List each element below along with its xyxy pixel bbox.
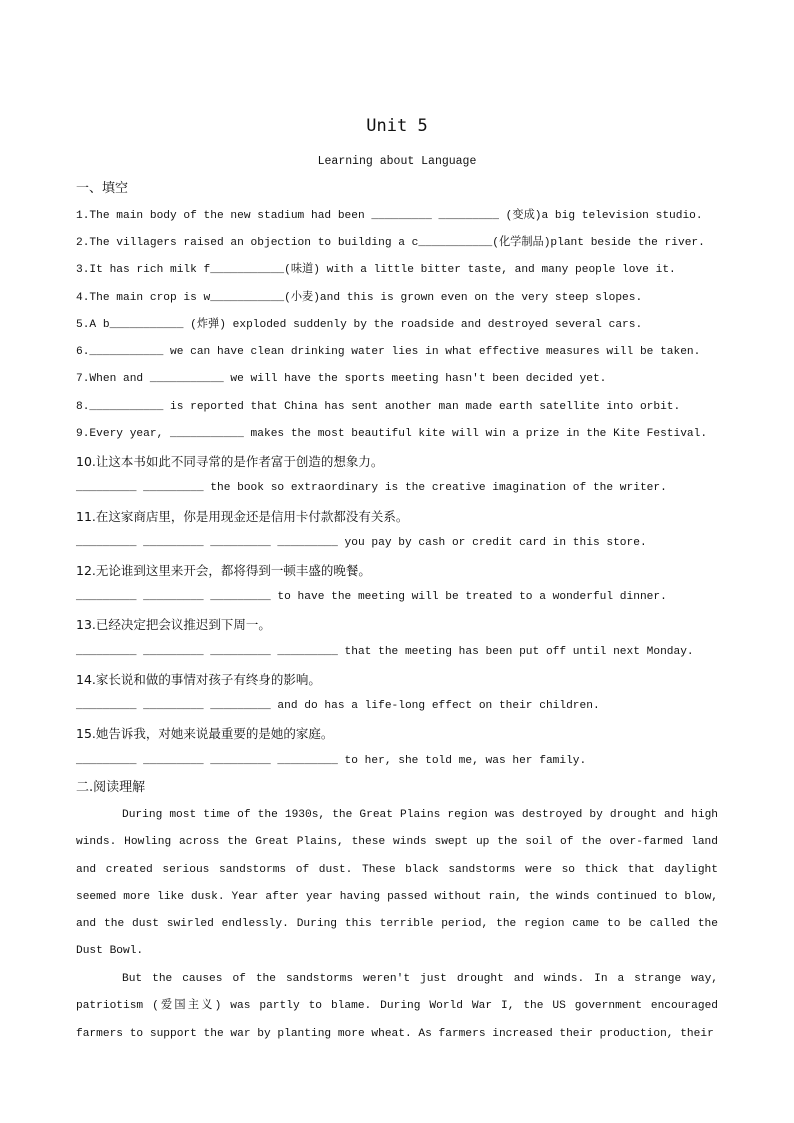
paragraph-text: During most time of the 1930s, the Great Plains region was destroyed by drought and high winds. Howling across the Great Plains, these winds swept up the soil of the over-farmed land and created serious sandstorms of dust. These black sandstorms were so thick that daylight seemed more like dusk. Year after year having passed without rain, the winds continued to blow, and the dust swirled endlessly. During this terrible period, the region came to be called the Dust Bowl.: [76, 809, 718, 958]
translation-prompt: 11.在这家商店里，你是用现金还是信用卡付款都没有关系。: [76, 509, 409, 524]
exercise-item: 1.The main body of the new stadium had been _________ _________ (变成)a big television studio.: [76, 210, 703, 222]
translation-answer: _________ _________ _________ _________ that the meeting has been put off until next Monday.: [76, 646, 694, 658]
translation-prompt: 10.让这本书如此不同寻常的是作者富于创造的想象力。: [76, 454, 384, 469]
exercise-item: 7.When and ___________ we will have the sports meeting hasn't been decided yet.: [76, 373, 607, 385]
exercise-item: 2.The villagers raised an objection to building a c___________(化学制品)plant beside the river.: [76, 237, 705, 249]
translation-answer: _________ _________ _________ to have the meeting will be treated to a wonderful dinner.: [76, 591, 667, 603]
section-heading-fill-in: 一、填空: [76, 181, 129, 196]
section-heading-reading: 二.阅读理解: [76, 780, 146, 795]
translation-prompt: 13.已经决定把会议推迟到下周一。: [76, 617, 271, 632]
reading-paragraph: [76, 966, 718, 1048]
exercise-item: 9.Every year, ___________ makes the most beautiful kite will win a prize in the Kite Festival.: [76, 428, 708, 440]
translation-answer: _________ _________ _________ and do has a life-long effect on their children.: [76, 700, 600, 712]
exercise-item: 4.The main crop is w___________(小麦)and this is grown even on the very steep slopes.: [76, 292, 643, 304]
translation-answer: _________ _________ the book so extraordinary is the creative imagination of the writer.: [76, 482, 667, 494]
translation-answer: _________ _________ _________ _________ you pay by cash or credit card in this store.: [76, 537, 647, 549]
page-title: Unit 5: [366, 116, 428, 136]
paragraph-text: But the causes of the sandstorms weren't just drought and winds. In a strange way, patriotism (爱国主义) was partly to blame. During World War I, the US government encouraged farmers to support the war by planting more wheat. As farmers increased their production, their: [76, 973, 718, 1040]
exercise-item: 6.___________ we can have clean drinking water lies in what effective measures will be taken.: [76, 346, 701, 358]
translation-prompt: 14.家长说和做的事情对孩子有终身的影响。: [76, 672, 321, 687]
exercise-item: 3.It has rich milk f___________(味道) with a little bitter taste, and many people love it.: [76, 264, 676, 276]
exercise-item: 8.___________ is reported that China has sent another man made earth satellite into orbit.: [76, 401, 681, 413]
page-subtitle: Learning about Language: [317, 155, 477, 168]
reading-paragraph: [76, 802, 718, 966]
exercise-item: 5.A b___________ (炸弹) exploded suddenly by the roadside and destroyed several cars.: [76, 319, 643, 331]
translation-prompt: 12.无论谁到这里来开会，都将得到一顿丰盛的晚餐。: [76, 563, 371, 578]
translation-prompt: 15.她告诉我，对她来说最重要的是她的家庭。: [76, 726, 334, 741]
translation-answer: _________ _________ _________ _________ to her, she told me, was her family.: [76, 755, 587, 767]
